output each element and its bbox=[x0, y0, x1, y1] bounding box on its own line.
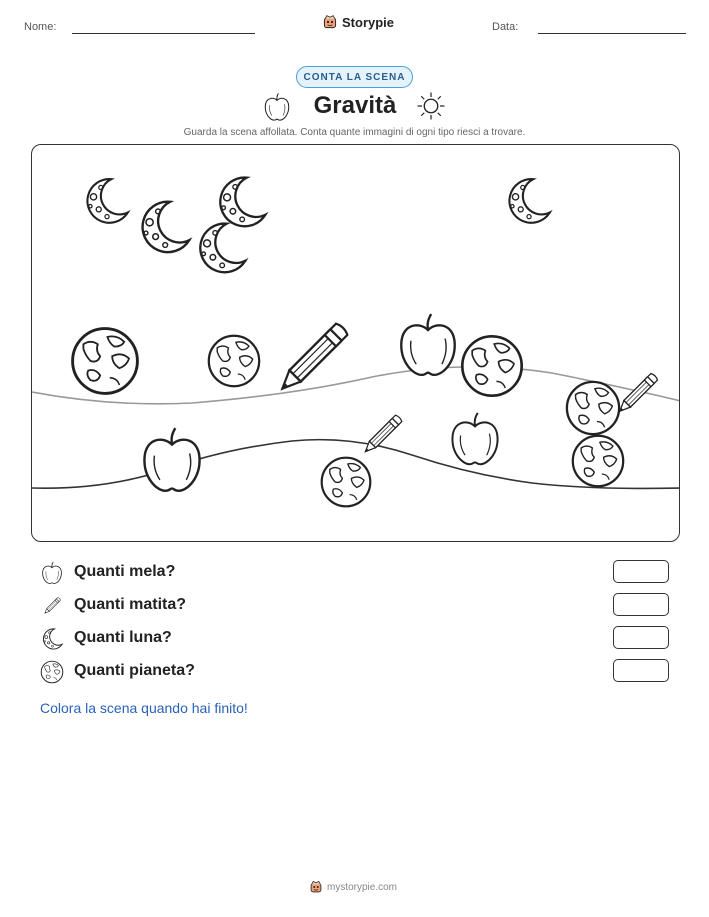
moon-icon bbox=[200, 224, 245, 273]
answer-box-apple[interactable] bbox=[613, 560, 669, 583]
question-text: Quanti luna? bbox=[74, 629, 172, 646]
planet-icon bbox=[573, 436, 623, 486]
activity-badge: CONTA LA SCENA bbox=[296, 66, 413, 88]
apple-icon bbox=[262, 92, 292, 122]
storypie-logo-icon bbox=[322, 14, 338, 30]
apple-icon bbox=[144, 428, 199, 491]
moon-icon bbox=[509, 179, 549, 223]
brand-name: Storypie bbox=[342, 14, 395, 30]
page-title: Gravità bbox=[313, 92, 397, 119]
question-row-apple bbox=[40, 560, 670, 586]
moon-icon bbox=[40, 627, 64, 651]
page-subtitle: Guarda la scena affollata. Conta quante immagini di ogni tipo riesci a trovare. bbox=[183, 127, 526, 138]
moon-icon bbox=[87, 179, 127, 223]
site-url: mystorypie.com bbox=[327, 881, 398, 893]
planet-icon bbox=[40, 660, 64, 684]
date-line[interactable] bbox=[538, 33, 686, 34]
planet-icon bbox=[322, 458, 371, 507]
apple-icon bbox=[452, 413, 497, 464]
apple-icon bbox=[401, 314, 454, 375]
question-row-pencil bbox=[40, 593, 670, 619]
brand-logo bbox=[322, 14, 394, 30]
answer-box-moon[interactable] bbox=[613, 626, 669, 649]
planet-icon bbox=[567, 382, 619, 434]
planet-icon bbox=[73, 329, 138, 394]
date-label: Data: bbox=[492, 21, 519, 33]
question-text: Quanti matita? bbox=[74, 596, 187, 613]
question-row-moon bbox=[40, 626, 670, 652]
pencil-icon bbox=[362, 414, 402, 454]
scene-drawing bbox=[32, 145, 680, 542]
pencil-icon bbox=[40, 594, 64, 618]
name-label: Nome: bbox=[24, 21, 57, 33]
question-row-planet bbox=[40, 659, 670, 685]
moon-icon bbox=[143, 202, 190, 252]
question-text: Quanti mela? bbox=[74, 563, 176, 580]
name-line[interactable] bbox=[72, 33, 255, 34]
planet-icon bbox=[209, 336, 259, 386]
counting-scene[interactable] bbox=[31, 144, 680, 542]
answer-box-pencil[interactable] bbox=[613, 593, 669, 616]
moon-icon bbox=[220, 178, 265, 227]
coloring-instruction: Colora la scena quando hai finito! bbox=[40, 700, 248, 716]
apple-icon bbox=[40, 561, 64, 585]
storypie-logo-icon bbox=[309, 880, 323, 894]
site-footer bbox=[309, 880, 397, 894]
planet-icon bbox=[462, 336, 521, 395]
answer-box-planet[interactable] bbox=[613, 659, 669, 682]
sun-icon bbox=[416, 91, 446, 121]
question-text: Quanti pianeta? bbox=[74, 662, 195, 679]
